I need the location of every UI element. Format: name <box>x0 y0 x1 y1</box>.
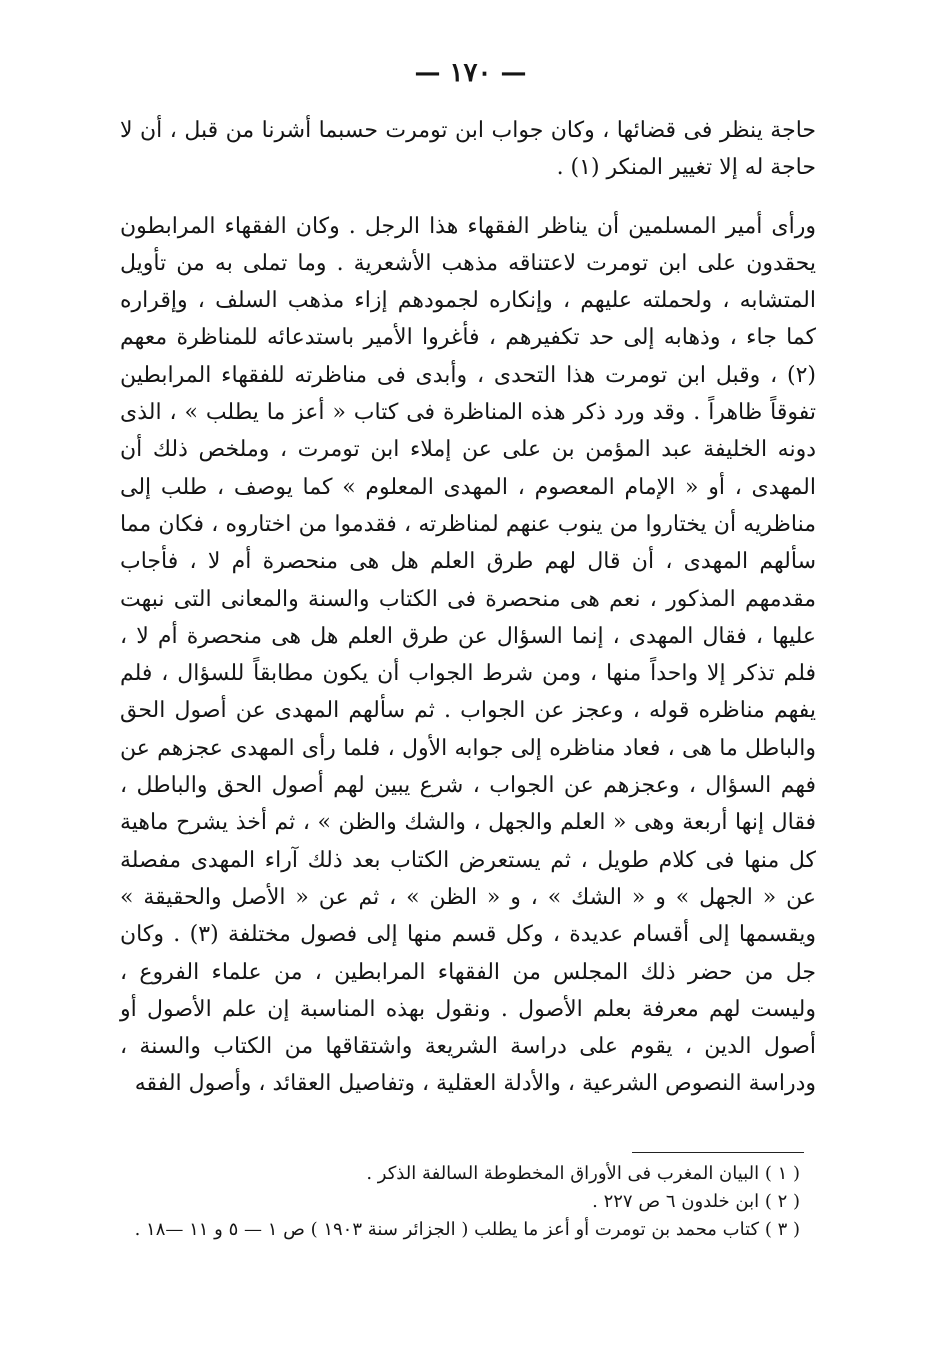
page-number: — ١٧٠ — <box>414 58 527 88</box>
footnote-2: ( ٢ ) ابن خلدون ٦ ص ٢٢٧ . <box>592 1191 800 1212</box>
footnote-divider <box>632 1152 804 1153</box>
paragraph-gap <box>120 187 816 208</box>
footnote-1: ( ١ ) البيان المغرب فى الأوراق المخطوطة السالفة الذكر . <box>366 1163 800 1184</box>
footnote-3: ( ٣ ) كتاب محمد بن تومرت أو أعز ما يطلب ( الجزائر سنة ١٩٠٣ ) ص ١ — ٥ و ١١ —١٨ . <box>134 1219 800 1240</box>
paragraph-1: حاجة ينظر فى قضائها ، وكان جواب ابن تومرت حسبما أشرنا من قبل ، أن لا حاجة له إلا تغيير المنكر (١) . <box>120 118 816 181</box>
body-text <box>120 112 816 1103</box>
footnotes <box>100 1160 800 1244</box>
paragraph-2: ورأى أمير المسلمين أن يناظر الفقهاء هذا الرجل . وكان الفقهاء المرابطون يحقدون على ابن تومرت لاعتناقه مذهب الأشعرية . وما تملى به من تأويل المتشابه ، ولحملته عليهم ، وإنكاره لجمودهم إزاء مذهب السلف ، وإقراره كما جاء ، وذهابه إلى حد تكفيرهم ، فأغروا الأمير باستدعائه للمناظرة معهم (٢) ، وقبل ابن تومرت هذا التحدى ، وأبدى فى مناظرته للفقهاء المرابطين تفوقاً ظاهراً . وقد ورد ذكر هذه المناظرة فى كتاب « أعز ما يطلب » ، الذى دونه الخليفة عبد المؤمن بن على عن إملاء ابن تومرت ، وملخص ذلك أن المهدى ، أو « الإمام المعصوم ، المهدى المعلوم » كما يوصف ، طلب إلى مناظريه أن يختاروا من ينوب عنهم لمناظرته ، فقدموا من اختاروه ، فكان مما سألهم المهدى ، أن قال لهم طرق العلم هل هى منحصرة أم لا ، فأجاب مقدمهم المذكور ، نعم هى منحصرة فى الكتاب والسنة والمعانى التى نبهت عليها ، فقال المهدى ، إنما السؤال عن طرق العلم هل هى منحصرة أم لا ، فلم تذكر إلا واحداً منها ، ومن شرط الجواب أن يكون مطابقاً للسؤال ، فلم يفهم مناظره قوله ، وعجز عن الجواب . ثم سألهم المهدى عن أصول الحق والباطل ما هى ، فعاد مناظره إلى جوابه الأول ، فلما رأى المهدى عجزهم عن فهم السؤال ، وعجزهم عن الجواب ، شرع يبين لهم أصول الحق والباطل ، فقال إنها أربعة وهى « العلم والجهل ، والشك والظن » ، ثم أخذ يشرح ماهية كل منها فى كلام طويل ، ثم يستعرض الكتاب بعد ذلك آراء المهدى مفصلة عن « الجهل » و « الشك » ، و « الظن » ، ثم عن « الأصل والحقيقة » ويقسمها إلى أقسام عديدة ، وكل قسم منها إلى فصول مختلفة (٣) . وكان جل من حضر ذلك المجلس من الفقهاء المرابطين ، من علماء الفروع ، وليست لهم معرفة بعلم الأصول . ونقول بهذه المناسبة إن علم الأصول أو أصول الدين ، يقوم على دراسة الشريعة واشتقاقها من الكتاب والسنة ، ودراسة النصوص الشرعية ، والأدلة العقلية ، وتفاصيل العقائد ، وأصول الفقه <box>120 213 816 1097</box>
